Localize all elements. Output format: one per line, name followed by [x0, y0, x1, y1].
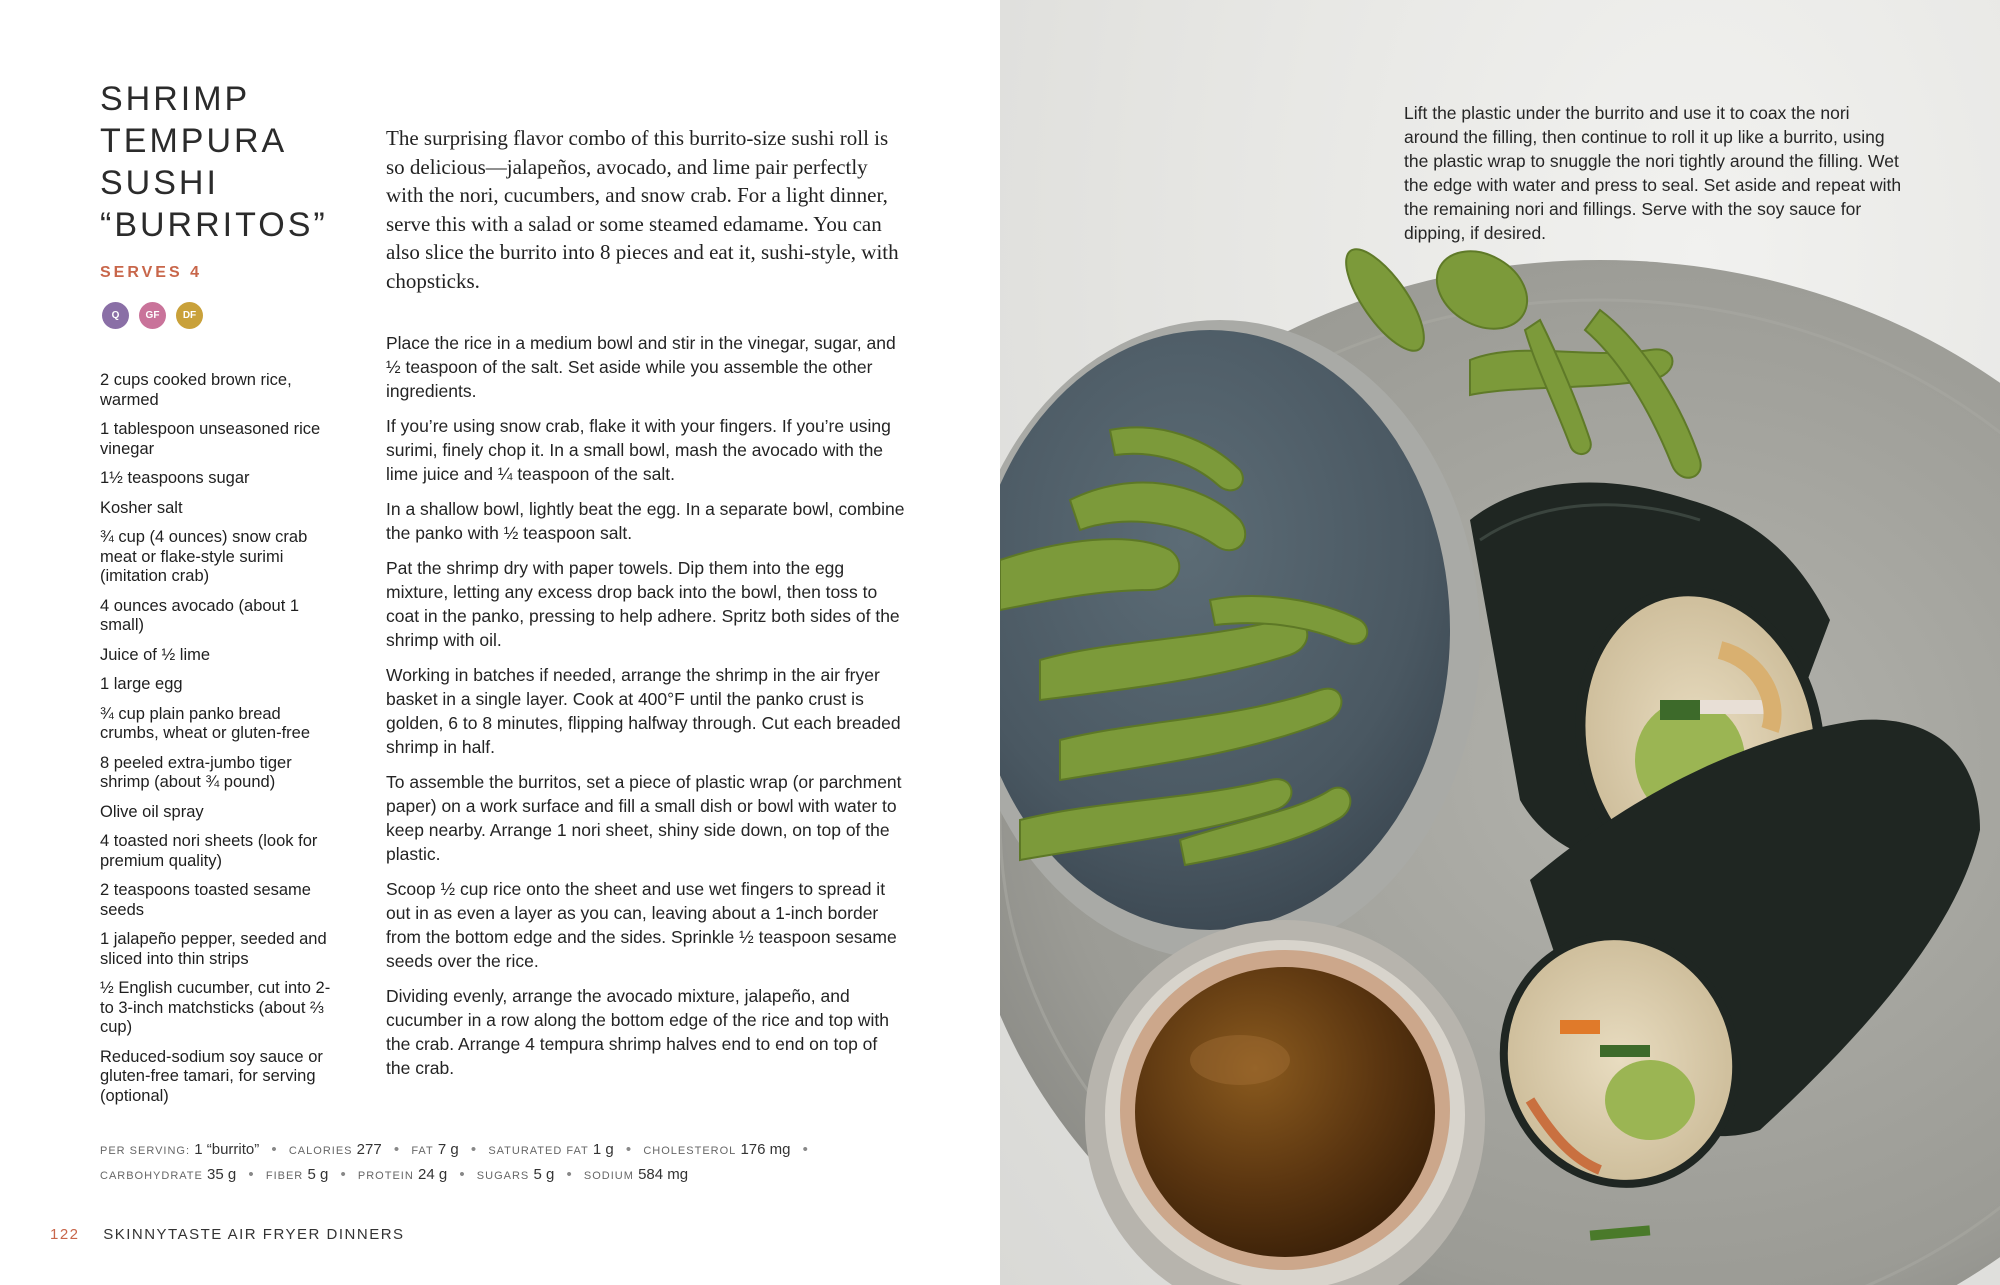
nutrition-value: 584 mg [638, 1166, 689, 1183]
separator: • [802, 1141, 808, 1158]
nutrition-line [100, 1138, 860, 1163]
nutrition-value: 5 g [307, 1166, 329, 1183]
ingredient-item: ½ English cucumber, cut into 2- to 3-inch matchsticks (about ⅔ cup) [100, 979, 331, 1036]
method-step: Pat the shrimp dry with paper towels. Dip them into the egg mixture, letting any excess drop back into the bowl, then toss to coat in the panko, pressing to help adhere. Spritz both sides of the shrimp with oil. [386, 558, 900, 650]
separator: • [459, 1166, 465, 1183]
ingredient-item: 2 teaspoons toasted sesame seeds [100, 881, 311, 919]
nutrition-value: 1 g [592, 1141, 614, 1158]
ingredient-item: 4 ounces avocado (about 1 small) [100, 596, 300, 634]
recipe-title [100, 78, 360, 246]
page-number: 122 [50, 1226, 80, 1243]
nutrition-value: 7 g [437, 1141, 459, 1158]
nutrition-value: 277 [356, 1141, 382, 1158]
ingredient-item: 1 large egg [100, 675, 183, 693]
method-step: If you’re using snow crab, flake it with your fingers. If you’re using surimi, finely chop it. In a small bowl, mash the avocado with the lime juice and ¼ teaspoon of the salt. [386, 416, 891, 484]
title-line: TEMPURA [100, 122, 288, 160]
separator: • [625, 1141, 632, 1158]
nutrition-label: SODIUM [583, 1170, 634, 1182]
ingredient-item: Olive oil spray [100, 802, 204, 821]
method-step: Dividing evenly, arrange the avocado mixture, jalapeño, and cucumber in a row along the bottom edge of the rice and top with the crab. Arrange 4 tempura shrimp halves end to end on top of the crab. [386, 986, 889, 1078]
separator: • [248, 1166, 254, 1183]
nutrition-label: PER SERVING: [100, 1145, 191, 1157]
ingredient-item: 2 cups cooked brown rice, warmed [100, 371, 292, 409]
nutrition-label: SUGARS [476, 1170, 530, 1182]
nutrition-value: 5 g [533, 1166, 555, 1183]
ingredient-item: 1 tablespoon unseasoned rice vinegar [100, 420, 321, 458]
separator: • [393, 1141, 400, 1158]
ingredient-item: 4 toasted nori sheets (look for premium quality) [100, 832, 318, 870]
nutrition-label: PROTEIN [357, 1170, 414, 1182]
ingredient-list [100, 371, 340, 1116]
ingredient-item: Kosher salt [100, 498, 183, 517]
recipe-intro: The surprising flavor combo of this burrito-size sushi roll is so delicious—jalapeños, avocado, and lime pair perfectly with the nori, cucumbers, and snow crab. For a light dinner, serve this with a salad or some steamed edamame. You can also slice the burrito into 8 pieces and eat it, sushi-style, with chopsticks. [386, 126, 899, 293]
ingredient-item: 8 peeled extra-jumbo tiger shrimp (about ¾ pound) [100, 753, 292, 791]
diet-badges [102, 302, 203, 329]
nutrition-value: 24 g [417, 1166, 448, 1183]
ingredient-item: Juice of ½ lime [100, 645, 211, 664]
nutrition-label: FAT [411, 1145, 434, 1157]
nutrition-value: 35 g [207, 1166, 237, 1183]
separator: • [340, 1166, 346, 1183]
nutrition-value: 1 “burrito” [194, 1141, 260, 1158]
nutrition-label: SATURATED FAT [488, 1145, 589, 1157]
ingredient-item: ¾ cup plain panko bread crumbs, wheat or gluten-free [100, 704, 311, 742]
ingredient-item: 1½ teaspoons sugar [100, 469, 250, 487]
ingredient-item: Reduced-sodium soy sauce or gluten-free tamari, for serving (optional) [100, 1047, 323, 1105]
gluten-free-badge: GF [139, 302, 166, 329]
method-step: Place the rice in a medium bowl and stir in the vinegar, sugar, and ½ teaspoon of the salt. Set aside while you assemble the other ingredients. [386, 333, 896, 401]
separator: • [566, 1166, 572, 1183]
dairy-free-badge: DF [176, 302, 203, 329]
final-step: Lift the plastic under the burrito and use it to coax the nori around the filling, then continue to roll it up like a burrito, using the plastic wrap to snuggle the nori tightly around the filling. Wet the edge with water and press to seal. Set aside and repeat with the remaining nori and fillings. Serve with the soy sauce for dipping, if desired. [1404, 103, 1902, 243]
method-steps [386, 331, 906, 1091]
book-title: SKINNYTASTE AIR FRYER DINNERS [103, 1226, 405, 1243]
title-line: “BURRITOS” [100, 206, 328, 244]
nutrition-label: CALORIES [288, 1145, 353, 1157]
nutrition-info [100, 1138, 860, 1188]
page-footer [50, 1226, 405, 1243]
separator: • [271, 1141, 277, 1158]
ingredient-item: 1 jalapeño pepper, seeded and sliced into thin strips [100, 930, 327, 968]
method-step: Scoop ½ cup rice onto the sheet and use wet fingers to spread it out in as even a layer as you can, leaving about a 1-inch border from the bottom edge and the sides. Sprinkle ½ teaspoon sesame seeds over the rice. [386, 879, 897, 971]
nutrition-label: FIBER [265, 1170, 304, 1182]
method-step: In a shallow bowl, lightly beat the egg. In a separate bowl, combine the panko with ½ teaspoon salt. [386, 499, 905, 543]
serves-label: SERVES 4 [100, 264, 202, 281]
title-line: SUSHI [100, 164, 219, 202]
separator: • [470, 1141, 477, 1158]
nutrition-line [100, 1163, 860, 1188]
method-step: Working in batches if needed, arrange the shrimp in the air fryer basket in a single layer. Cook at 400°F until the panko crust is golden, 6 to 8 minutes, flipping halfway through. Cut each breaded shrimp in half. [386, 665, 901, 757]
quick-badge: Q [102, 302, 129, 329]
ingredient-item: ¾ cup (4 ounces) snow crab meat or flake-style surimi (imitation crab) [100, 528, 308, 585]
title-line: SHRIMP [100, 80, 251, 118]
nutrition-value: 176 mg [740, 1141, 791, 1158]
nutrition-label: CHOLESTEROL [643, 1145, 737, 1157]
method-step: To assemble the burritos, set a piece of plastic wrap (or parchment paper) on a work surface and fill a small dish or bowl with water to keep nearby. Arrange 1 nori sheet, shiny side down, on top of the plastic. [386, 772, 902, 864]
nutrition-label: CARBOHYDRATE [100, 1170, 203, 1182]
